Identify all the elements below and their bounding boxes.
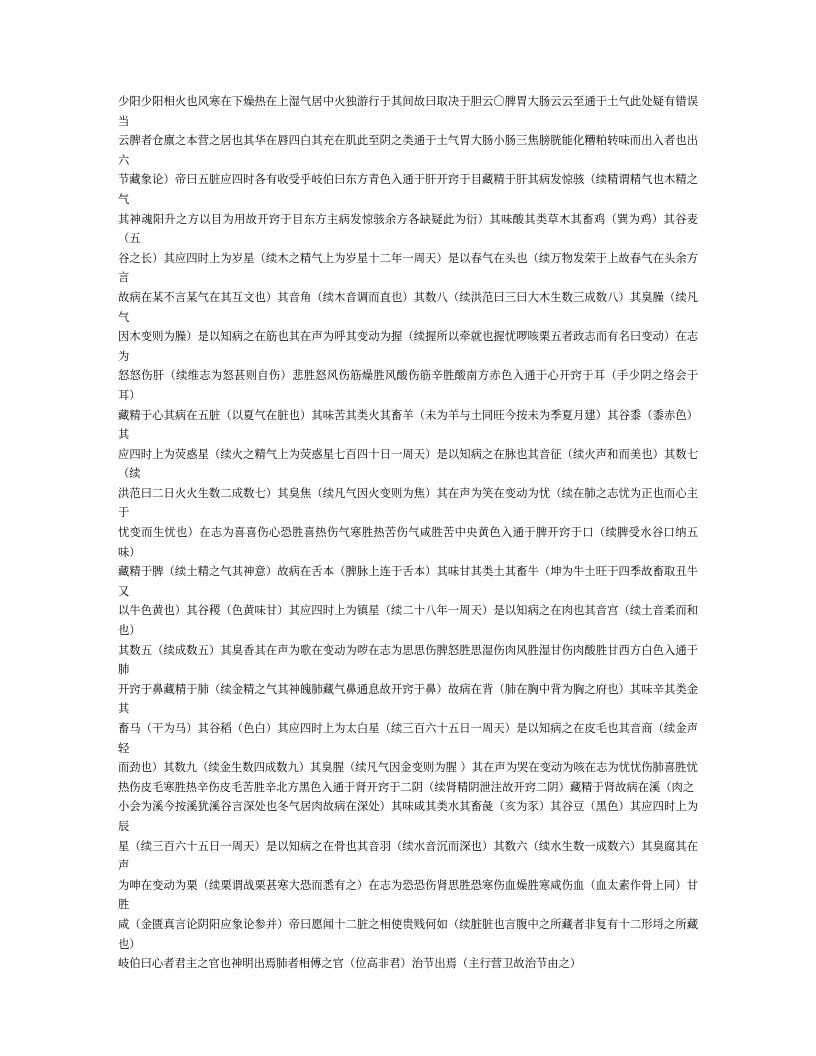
paragraph: 藏精于心其病在五脏（以夏气在脏也）其味苦其类火其畜羊（未为羊与土同旺今按未为季夏月建）其谷黍（黍赤色）其 (118, 408, 698, 442)
paragraph: 以牛色黄也）其谷稷（色黄味甘）其应四时上为镇星（续二十八年一周天）是以知病之在肉也其音宫（续土音柔而和也） (118, 604, 698, 638)
paragraph: 开窍于鼻藏精于肺（续金精之气其神魄肺藏气鼻通息故开窍于鼻）故病在背（肺在胸中背为胸之府也）其味辛其类金其 (118, 682, 698, 716)
paragraph: 应四时上为荧惑星（续火之精气上为荧惑星七百四十日一周天）是以知病之在脉也其音征（续火声和而美也）其数七（续 (118, 447, 698, 481)
paragraph: 其数五（续成数五）其臭香其在声为歌在变动为哕在志为思思伤脾怒胜思湿伤肉风胜湿甘伤肉酸胜甘西方白色入通于肺 (118, 643, 698, 677)
paragraph: 洪范曰二日火火生数二成数七）其臭焦（续凡气因火变则为焦）其在声为笑在变动为忧（续在肺之志忧为正也而心主于 (118, 486, 698, 520)
paragraph: 少阳少阳相火也风寒在下燥热在上湿气居中火独游行于其间故曰取决于胆云〇脾胃大肠云云至通于土气此处疑有错误当 (118, 95, 698, 128)
paragraph: 热伤皮毛寒胜热辛伤皮毛苦胜辛北方黑色入通于肾开窍于二阴（续肾精阴泄注故开窍二阴）藏精于肾故病在溪（肉之 (118, 780, 695, 794)
paragraph: 节藏象论）帝曰五脏应四时各有收受乎岐伯曰东方青色入通于肝开窍于目藏精于肝其病发惊骇（续精谓精气也木精之气 (118, 173, 698, 206)
paragraph: 小会为溪今按溪犹溪谷言深处也冬气居肉故病在深处）其味咸其类水其畜彘（亥为豕）其谷豆（黑色）其应四时上为辰 (118, 800, 698, 833)
paragraph: 怒怒伤肝（续维志为怒甚则自伤）悲胜怒风伤筋燥胜风酸伤筋辛胜酸南方赤色入通于心开窍于耳（手少阴之络会于耳） (118, 369, 698, 402)
paragraph: 忧变而生忧也）在志为喜喜伤心恐胜喜热伤气寒胜热苦伤气咸胜苦中央黄色入通于脾开窍于口（续脾受水谷口纳五味） (118, 526, 698, 559)
paragraph: 藏精于脾（续土精之气其神意）故病在舌本（脾脉上连于舌本）其味甘其类土其畜牛（坤为牛土旺于四季故畜取丑牛又 (118, 565, 698, 598)
paragraph: 咸（金匮真言论阴阳应象论参并）帝曰愿闻十二脏之相使贵贱何如（续脏脏也言腹中之所藏者非复有十二形埒之所藏也） (118, 917, 698, 951)
paragraph: 云脾者仓廪之本营之居也其华在唇四白其充在肌此至阴之类通于土气胃大肠小肠三焦膀胱能化糟粕转味而出入者也出六 (118, 134, 698, 167)
paragraph: 星（续三百六十五日一周天）是以知病之在骨也其音羽（续水音沉而深也）其数六（续水生数一成数六）其臭腐其在声 (118, 839, 698, 873)
document-body (118, 92, 698, 974)
paragraph: 其神魂阳升之方以目为用故开窍于目东方主病发惊骇余方各缺疑此为衍）其味酸其类草木其畜鸡（巽为鸡）其谷麦（五 (118, 212, 698, 246)
paragraph: 岐伯曰心者君主之官也神明出焉肺者相傅之官（位高非君）治节出焉（主行营卫故治节由之） (118, 957, 582, 971)
paragraph: 而劲也）其数九（续金生数四成数九）其臭腥（续凡气因金变则为腥 ）其在声为哭在变动为咳在志为忧忧伤肺喜胜忧 (118, 761, 698, 775)
paragraph: 故病在某不言某气在其互文也）其音角（续木音调而直也）其数八（续洪范曰三曰大木生数三成数八）其臭臊（续凡气 (118, 290, 698, 324)
paragraph: 畜马（干为马）其谷稻（色白）其应四时上为太白星（续三百六十五日一周天）是以知病之在皮毛也其音商（续金声轻 (118, 722, 698, 755)
paragraph: 谷之长）其应四时上为岁星（续木之精气上为岁星十二年一周天）是以春气在头也（续万物发荣于上故春气在头余方言 (118, 251, 698, 285)
paragraph: 为呻在变动为栗（续栗谓战栗甚寒大恐而悉有之）在志为恐恐伤肾思胜恐寒伤血燥胜寒咸伤血（血太素作骨上同）甘胜 (118, 878, 698, 912)
paragraph: 因木变则为臊）是以知病之在筋也其在声为呼其变动为握（续握所以牵就也握忧啰咳栗五者政志而有名曰变动）在志为 (118, 330, 698, 363)
